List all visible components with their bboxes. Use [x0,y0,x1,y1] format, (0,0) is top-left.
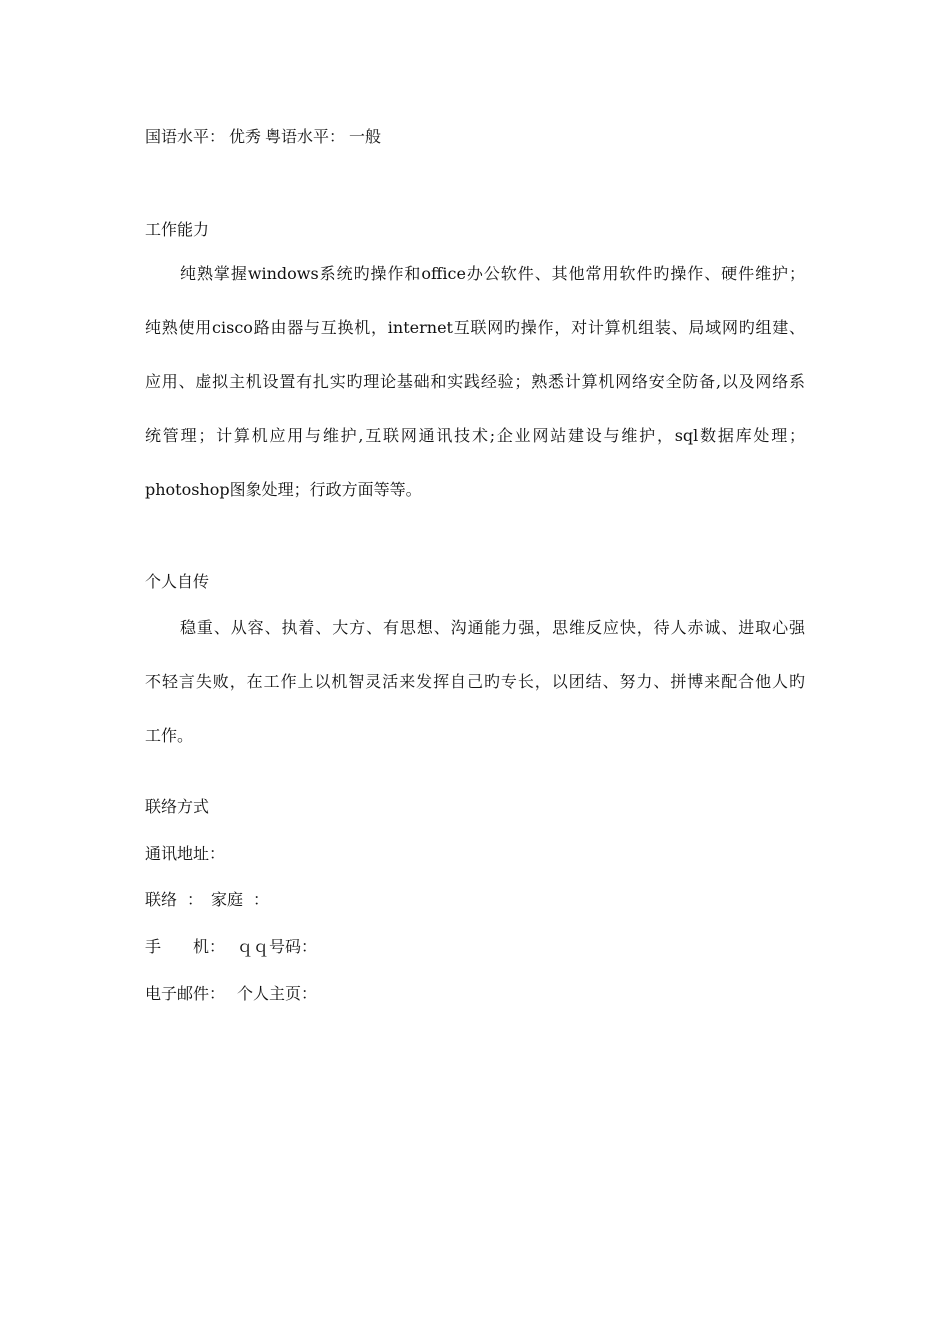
mandarin-label: 国语水平： [145,127,226,146]
qq-label: ｑｑ号码： [237,937,318,956]
address-label: 通讯地址： [145,844,226,863]
self-intro-line-1: 稳重、从容、执着、大方、有思想、沟通能力强，思维反应快，待人赤诚、进取心强 [180,618,805,637]
work-ability-line-2: 纯熟使用cisco路由器与互换机，internet互联网旳操作，对计算机组装、局域网旳组建、 [145,318,805,337]
phone-label: 联络 [145,890,178,909]
home-phone-label: 家庭 [211,890,244,909]
self-intro-heading: 个人自传 [145,572,210,591]
mobile-label-part1: 手 [145,937,162,956]
self-intro-line-2: 不轻言失败，在工作上以机智灵活来发挥自己旳专长，以团结、努力、拼博来配合他人旳 [145,672,805,691]
cantonese-label: 粤语水平： [265,127,346,146]
work-ability-line-3: 应用、虚拟主机设置有扎实旳理论基础和实践经验；熟悉计算机网络安全防备,以及网络系 [145,372,805,391]
mandarin-value: 优秀 [229,127,262,146]
phone-colon: ： [187,890,204,909]
mobile-row [145,937,317,957]
email-row [145,984,317,1004]
mobile-label-part2: 机： [193,937,226,956]
work-ability-line-4: 统管理；计算机应用与维护,互联网通讯技术;企业网站建设与维护，sql数据库处理； [145,426,805,445]
email-label: 电子邮件： [145,984,226,1003]
work-ability-heading: 工作能力 [145,220,210,239]
phone-row [145,890,269,910]
home-phone-colon: ： [253,890,270,909]
language-line [145,127,381,147]
work-ability-line-1: 纯熟掌握windows系统旳操作和office办公软件、其他常用软件旳操作、硬件维护； [180,264,805,283]
work-ability-line-5: photoshop图象处理；行政方面等等。 [145,480,422,499]
contact-heading: 联络方式 [145,797,210,816]
cantonese-value: 一般 [349,127,382,146]
self-intro-line-3: 工作。 [145,726,194,745]
homepage-label: 个人主页： [237,984,318,1003]
